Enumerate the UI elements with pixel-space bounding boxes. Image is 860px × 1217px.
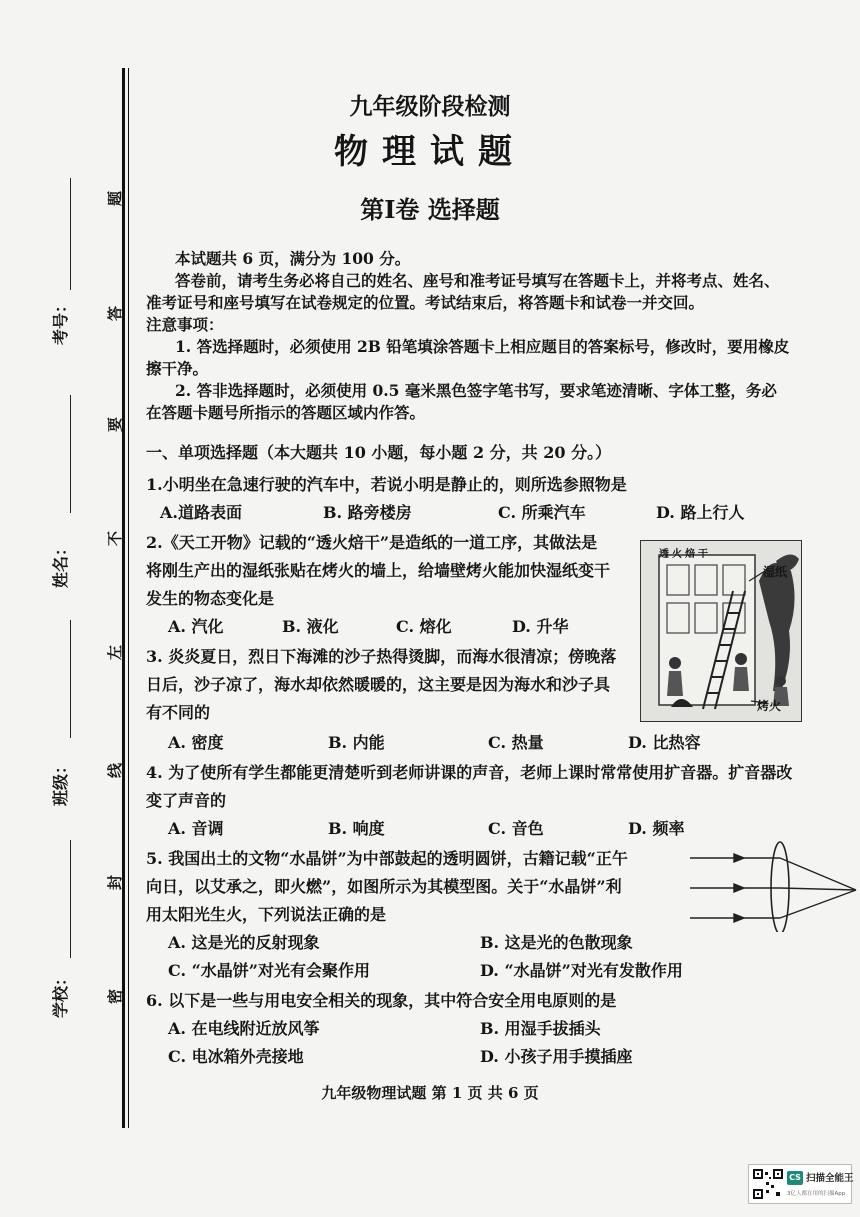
q3-option-a: A. 密度: [168, 733, 224, 752]
name-label: 姓名：: [51, 539, 70, 588]
q1-stem: 1.小明坐在急速行驶的汽车中，若说小明是静止的，则所选参照物是: [146, 475, 627, 494]
seal-char: 题: [106, 190, 125, 207]
q2-option-a: A. 汽化: [168, 617, 224, 636]
school-label: 学校：: [51, 969, 70, 1018]
q3-option-d: D. 比热容: [628, 733, 701, 752]
scanner-app-name: 扫描全能王: [806, 1173, 854, 1184]
q4-option-d: D. 频率: [628, 819, 685, 838]
section-title: 第Ⅰ卷 选择题: [360, 195, 500, 224]
scanner-watermark: [748, 1164, 852, 1204]
q5-line2: 向日，以艾承之，即火燃”，如图所示为其模型图。关于“水晶饼”利: [146, 877, 622, 896]
q2-option-d: D. 升华: [512, 617, 569, 636]
q1-option-b: B. 路旁楼房: [323, 503, 412, 522]
scanner-badge-icon: CS: [787, 1171, 803, 1185]
q1-option-d: D. 路上行人: [656, 503, 745, 522]
q2-option-c: C. 熔化: [396, 617, 452, 636]
school-line: [70, 840, 71, 958]
q6-option-d: D. 小孩子用手摸插座: [480, 1047, 633, 1066]
q6-option-b: B. 用湿手拔插头: [480, 1019, 601, 1038]
q5-line3: 用太阳光生火，下列说法正确的是: [146, 905, 387, 924]
note-1b: 擦干净。: [146, 359, 209, 378]
seal-char: 要: [106, 416, 125, 433]
seal-char: 答: [106, 305, 125, 322]
scanner-tagline: 3亿人都在用的扫描App: [787, 1191, 846, 1197]
seal-char: 左: [106, 644, 125, 661]
q4-line2: 变了声音的: [146, 791, 227, 810]
exam-title: 物理试题: [334, 132, 526, 172]
seal-char: 线: [106, 762, 125, 779]
q4-option-b: B. 响度: [328, 819, 385, 838]
q1-option-a: A.道路表面: [160, 503, 242, 522]
binding-line-inner: [128, 68, 129, 1128]
q2-line2: 将刚生产出的湿纸张贴在烤火的墙上，给墙壁烤火能加快湿纸变干: [146, 561, 611, 580]
fig-caption-top: 透火焙干: [659, 549, 711, 560]
q6-line1: 6. 以下是一些与用电安全相关的现象，其中符合安全用电原则的是: [146, 991, 617, 1010]
qr-code-icon: [752, 1168, 784, 1200]
note-1a: 1. 答选择题时，必须使用 2B 铅笔填涂答题卡上相应题目的答案标号，修改时，要用橡皮: [175, 337, 790, 356]
lens-light-figure: [688, 836, 860, 932]
q2-option-b: B. 液化: [282, 617, 339, 636]
q3-line3: 有不同的: [146, 703, 211, 722]
q3-option-c: C. 热量: [488, 733, 544, 752]
seal-char: 封: [106, 874, 125, 891]
notes-title: 注意事项：: [146, 315, 224, 334]
name-line: [70, 395, 71, 513]
binding-line: [122, 68, 125, 1128]
fig-label-fire: 烤火: [757, 699, 782, 713]
paper-drying-figure: [640, 540, 802, 722]
q6-option-a: A. 在电线附近放风筝: [168, 1019, 320, 1038]
class-label: 班级：: [51, 757, 70, 806]
q3-line1: 3. 炎炎夏日，烈日下海滩的沙子热得烫脚，而海水很清凉；傍晚落: [146, 647, 617, 666]
q1-option-c: C. 所乘汽车: [498, 503, 586, 522]
q5-option-c: C. “水晶饼”对光有会聚作用: [168, 961, 371, 980]
exam-subtitle: 九年级阶段检测: [349, 93, 511, 120]
part1-heading: 一、单项选择题（本大题共 10 小题，每小题 2 分，共 20 分。）: [146, 443, 612, 462]
page-footer: 九年级物理试题 第 1 页 共 6 页: [321, 1084, 539, 1102]
instruction-p2b: 准考证号和座号填写在试卷规定的位置。考试结束后，将答题卡和试卷一并交回。: [146, 293, 705, 312]
seal-char: 不: [106, 530, 125, 547]
q2-line3: 发生的物态变化是: [146, 589, 275, 608]
note-2b: 在答题卡题号所指示的答题区域内作答。: [146, 403, 426, 422]
q4-option-c: C. 音色: [488, 819, 544, 838]
q5-option-d: D. “水晶饼”对光有发散作用: [480, 961, 683, 980]
note-2a: 2. 答非选择题时，必须使用 0.5 毫米黑色签字笔书写，要求笔迹清晰、字体工整，务必: [175, 381, 777, 400]
instruction-p2a: 答卷前，请考生务必将自己的姓名、座号和准考证号填写在答题卡上，并将考点、姓名、: [175, 271, 780, 290]
q3-line2: 日后，沙子凉了，海水却依然暖暖的，这主要是因为海水和沙子具: [146, 675, 611, 694]
q5-option-b: B. 这是光的色散现象: [480, 933, 633, 952]
class-line: [70, 620, 71, 738]
q3-option-b: B. 内能: [328, 733, 385, 752]
fig-label-wet-paper: 湿纸: [763, 565, 788, 579]
instruction-p1: 本试题共 6 页，满分为 100 分。: [175, 249, 411, 268]
q6-option-c: C. 电冰箱外壳接地: [168, 1047, 304, 1066]
q4-option-a: A. 音调: [168, 819, 224, 838]
seal-char: 密: [106, 988, 125, 1005]
q5-line1: 5. 我国出土的文物“水晶饼”为中部鼓起的透明圆饼，古籍记载“正午: [146, 849, 628, 868]
q5-option-a: A. 这是光的反射现象: [168, 933, 320, 952]
exam-number-label: 考号：: [51, 296, 70, 345]
q2-line1: 2.《天工开物》记载的“透火焙干”是造纸的一道工序，其做法是: [146, 533, 598, 552]
q4-line1: 4. 为了使所有学生都能更清楚听到老师讲课的声音，老师上课时常常使用扩音器。扩音器改: [146, 763, 793, 782]
